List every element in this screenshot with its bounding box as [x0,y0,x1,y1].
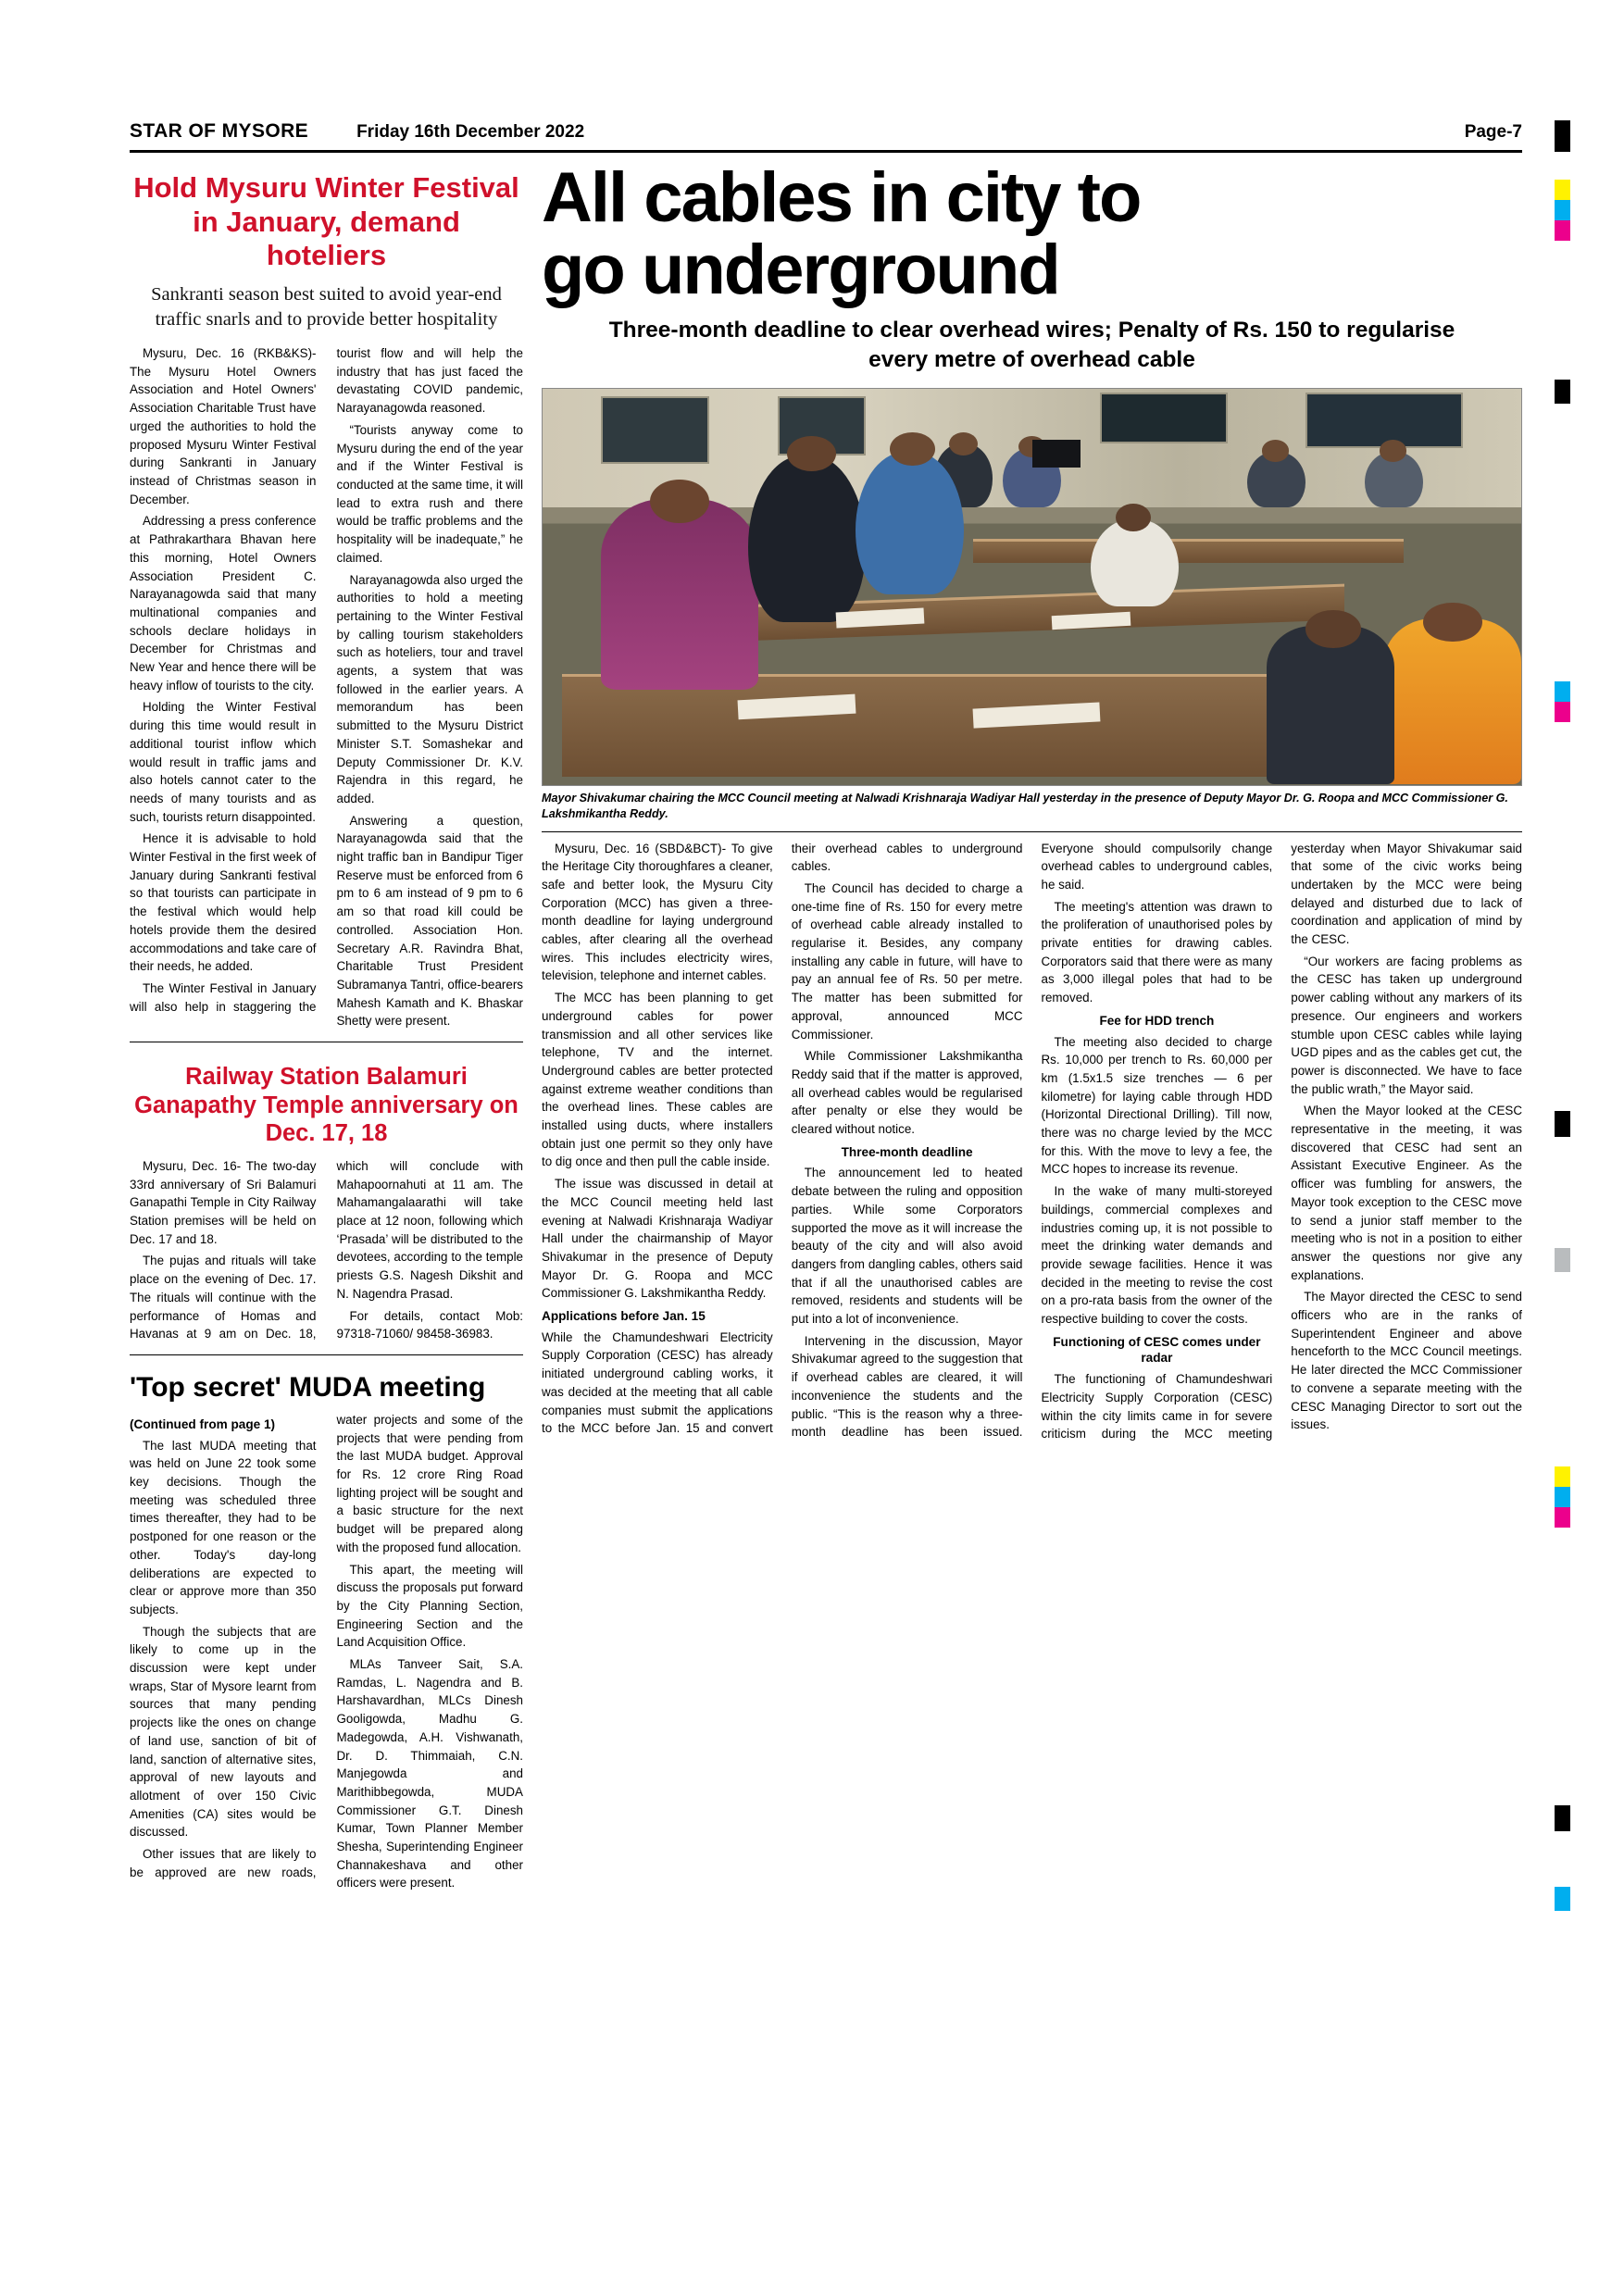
photo-person-head [1380,440,1407,462]
paragraph: “Our workers are facing problems as the CESC has taken up underground power cabling without any markers of its presence. Our engineers and workers stumble upon CESC cables while laying UGD pipes and as the cables get cut, the power is disconnected. We have to face the public wrath,” the Mayor said. [1291,954,1522,1096]
color-mark [1555,404,1570,681]
photo-person-head [1116,504,1151,531]
headline-ganapathy-temple: Railway Station Balamuri Ganapathy Temple anniversary on Dec. 17, 18 [134,1064,518,1147]
color-mark [1555,722,1570,1111]
lead-photo-block [542,388,1522,822]
photo-person-head [890,432,935,466]
color-mark [1555,1887,1570,1911]
paragraph: Addressing a press conference at Pathrakarthara Bhavan here this morning, Hotel Owners Association President C. Narayanagowda said that many multinational companies and schools declare holidays in December for Christmas and New Year and hence there will be heavy inflow of tourists to the city. [130,514,317,693]
paragraph: “Tourists anyway come to Mysuru during the end of the year and if the Winter Festival is conducted at the same time, it will lead to extra rush and there would be traffic problems and the hospitality will be inadequate,” he claimed. [336,422,523,565]
photo-person [1267,626,1393,784]
color-mark [1555,1111,1570,1137]
color-mark [1555,1272,1570,1466]
paragraph: The last MUDA meeting that was held on June 22 took some key decisions. Though the meeting was scheduled three times thereafter, they had to be postponed for one reason or the other. Today's day-long deliberations are expected to clear or approve more than 350 subjects. [130,1438,317,1616]
continued-from-label: (Continued from page 1) [130,1416,276,1431]
paragraph: The pujas and rituals will take place on the evening of Dec. 17. The rituals will continue with the performance of Homas and Havanas at 9 am on Dec. 18, which will conclude with Mahapoornahuti at 11 am. The Mahamangalaarathi will take place at 12 noon, following which ‘Prasada’ will be distributed to the devotees, according to the temple priests G.S. Nagesh Dikshit and N. Nagendra Prasad. [130,1158,523,1341]
paragraph: Though the subjects that are likely to come up in the discussion were kept under wraps, Star of Mysore learnt from sources that many pending projects like the ones on change of land use, sanction of bit of land, sanction of alternative sites, approval of new layouts and allotment of over 150 Civic Amenities (CA) sites would be discussed. [130,1624,317,1840]
subhead-hdd-fee: Fee for HDD trench [1099,1013,1215,1028]
body-ganapathy-temple [130,1157,523,1345]
paragraph: Mysuru, Dec. 16 (SBD&BCT)- To give the Heritage City thoroughfares a cleaner, safe and better look, the Mysuru City Corporation (MCC) has given a three-month deadline for laying underground cables, after clearing all the overhead wires. This includes electricity wires, television, telephone and internet cables. [542,841,773,983]
photo-window [1305,393,1462,448]
print-registration-colorbar [1555,120,1570,2185]
photo-chairperson [1091,519,1179,606]
paragraph: The announcement led to heated debate between the ruling and opposition parties. While some Corporators supported the move as it will increase the beauty of the city and will also avoid dangers from dangling cables, others said that if all the unauthorised cables are removed, residents and students will be put into a lot of inconvenience. [791,1166,1023,1327]
color-mark [1555,1911,1570,2022]
paragraph: While the Chamundeshwari Electricity Supply Corporation (CESC) has already initiated underground cabling works, it was decided at the meeting that all cable companies must submit the applications to the MCC before Jan. 15 and convert their overhead cables to underground cables. [542,841,1023,1436]
color-mark [1555,380,1570,404]
color-mark [1555,180,1570,200]
publication-date: Friday 16th December 2022 [356,122,585,142]
headline-lead-line1: All cables in city to [542,158,1141,237]
photo-person-head [1262,440,1290,462]
headline-winter-festival: Hold Mysuru Winter Festival in January, demand hoteliers [133,171,519,272]
lead-story [542,158,1522,1892]
paragraph: When the Mayor looked at the CESC representative in the meeting, it was discovered that CESC had sent an Assistant Executive Engineer. As the officer was fumbling for answers, the Mayor took exception to the CESC move to send a junior staff member to the meeting who is not in a position to either answer the questions nor give any explanations. [1291,1104,1522,1282]
paragraph: Answering a question, Narayanagowda said that the night traffic ban in Bandipur Tiger Reserve must be enforced from 6 pm to 6 am instead of 9 pm to 6 am so that road kill could be controlled. Association Hon. Secretary A.R. Ravindra Bhat, Charitable Trust President Subramanya Tantri, office-bearers Mahesh Kamath and K. Bhaskar Shetty were present. [336,813,523,1029]
color-mark [1555,681,1570,702]
photo-person-head [1423,603,1481,643]
paragraph: Holding the Winter Festival during this time would result in additional tourist inflow which would result in traffic jams and also hotels cannot cater to the needs of many tourists and as such, tourists return disappointed. [130,700,317,824]
photo-person [1384,618,1521,785]
paragraph: The Winter Festival in January will also help in staggering the tourist flow and will help the industry that has just faced the devastating COVID pandemic, Narayanagowda reasoned. [130,346,523,1014]
photo-person [601,499,757,689]
color-mark [1555,200,1570,220]
paragraph: The MCC has been planning to get underground cables for power transmission and all other services like telephone, TV and the internet. Underground cables are better protected against extreme weather conditions than the overhead lines. These cables are installed using ducts, where installers obtain just one permit so they only have to dig once and then pull the cable inside. [542,991,773,1169]
divider [542,831,1522,832]
color-mark [1555,1831,1570,1887]
left-column [130,166,523,1892]
color-mark [1555,1248,1570,1272]
color-mark [1555,702,1570,722]
divider [130,1354,523,1355]
page-number: Page-7 [1464,122,1522,142]
photo-person [748,455,866,622]
paragraph: The meeting also decided to charge Rs. 10,000 per trench to Rs. 60,000 per km (1.5x1.5 size trenches — 6 per kilometre) for laying cable through HDD (Horizontal Directional Drilling). Till now, there was no charge levied by the MCC for this. With the move to levy a fee, the MCC hopes to increase its revenue. [1041,1034,1273,1177]
council-meeting-photo [542,388,1522,786]
subhead-three-month-deadline: Three-month deadline [841,1144,973,1159]
paragraph: The functioning of Chamundeshwari Electricity Supply Corporation (CESC) within the city limits came in for severe criticism during the MCC meeting yesterday when Mayor Shivakumar said that some of the civic works being undertaken by the MCC were being delayed and disturbed due to lack of coordination and application of mind by the CESC. [1041,841,1522,1441]
paragraph: The Mayor directed the CESC to send officers who are in the ranks of Superintendent Engineer and above henceforth to the MCC Council meetings. He later directed the MCC Commissioner to convene a separate meeting with the CESC Managing Director to sort out the issues. [1291,1290,1522,1432]
masthead [130,120,1522,153]
color-mark [1555,220,1570,241]
paragraph: This apart, the meeting will discuss the proposals put forward by the City Planning Section, Engineering Section and the Land Acquisition Office. [336,1562,523,1650]
photo-person [856,452,963,594]
paragraph: The issue was discussed in detail at the MCC Council meeting held last evening at Nalwadi Krishnaraja Wadiyar Hall under the chairmanship of Mayor Shivakumar in the presence of Deputy Mayor Dr. G. Roopa and MCC Commissioner G. Lakshmikantha Reddy. [542,1177,773,1301]
paragraph: MLAs Tanveer Sait, S.A. Ramdas, L. Nagendra and B. Harshavardhan, MLCs Dinesh Gooligowda, Madhu G. Madegowda, A.H. Vishwanath, Dr. D. Thimmaiah, C.N. Manjegowda and Marithibbegowda, MUDA Commissioner G.T. Dinesh Kumar, Town Planner Member Shesha, Superintending Engineer Channakeshava and other officers were present. [336,1657,523,1890]
paragraph: For details, contact Mob: 97318-71060/ 98458-36983. [336,1308,523,1341]
photo-caption: Mayor Shivakumar chairing the MCC Council meeting at Nalwadi Krishnaraja Wadiyar Hall yesterday in the presence of Deputy Mayor Dr. G. Roopa and MCC Commissioner G. Lakshmikantha Reddy. [542,791,1508,820]
color-mark [1555,1805,1570,1831]
photo-person-head [1305,610,1360,648]
subhead-applications: Applications before Jan. 15 [542,1309,706,1324]
paragraph: Intervening in the discussion, Mayor Shivakumar agreed to the suggestion that if overhead cables are cleared, it will inconvenience the students and the public. “This is the reason why a three-month deadline has been issued. Everyone should compulsorily change overhead cables to underground cables, he said. [791,841,1273,1440]
color-mark [1555,241,1570,380]
paragraph: In the wake of many multi-storeyed buildings, commercial complexes and industries coming up, it is not possible to meet the drinking water demands and provide sewage facilities. Hence it was decided in the meeting to revise the cost on a pro-rata basis from the owner of the respective building to cover the costs. [1041,1184,1273,1327]
paragraph: Hence it is advisable to hold Winter Festival in the first week of January during Sankranti festival so that tourists can participate in the festival which would help hotels provide them the desired accommodations and take care of their needs, he added. [130,831,317,974]
body-winter-festival [130,344,523,1030]
photo-camera [1032,440,1081,468]
deck-lead-story: Three-month deadline to clear overhead wires; Penalty of Rs. 150 to regularise every metre of overhead cable [608,317,1455,372]
body-muda-meeting [130,1411,523,1892]
color-mark [1555,1487,1570,1507]
color-mark [1555,1528,1570,1805]
body-lead-story [542,840,1522,1443]
paragraph: Other issues that are likely to be approved are new roads, water projects and some of the projects that were pending from the last MUDA budget. Approval for Rs. 12 crore Ring Road lighting project will be sought and a basic structure for the next budget will be prepared along with the proposed fund allocation. [130,1412,523,1879]
upper-page-area [130,158,1522,1892]
color-mark [1555,120,1570,152]
paragraph: While Commissioner Lakshmikantha Reddy said that if the matter is approved, all overhead cables would be regularised after penalty or else they would be cleared without notice. [791,1049,1023,1137]
photo-window [601,396,708,464]
photo-table [973,539,1404,563]
color-mark [1555,1466,1570,1487]
color-mark [1555,1507,1570,1528]
subhead-cesc: Functioning of CESC comes under radar [1053,1334,1261,1366]
paragraph: The meeting's attention was drawn to the proliferation of unauthorised poles by private entities for drawing cables. Corporators said that there were as many as 3,000 illegal poles that had to be removed. [1041,899,1273,1005]
color-mark [1555,1137,1570,1248]
photo-person-head [650,480,708,523]
photo-window [1100,393,1227,444]
headline-muda-meeting: 'Top secret' MUDA meeting [130,1371,486,1403]
publication-name: STAR OF MYSORE [130,120,309,142]
deck-winter-festival: Sankranti season best suited to avoid year-end traffic snarls and to provide better hospitality [151,283,502,331]
paragraph: The Council has decided to charge a one-time fine of Rs. 150 for every metre of overhead cable already installed to regularise it. Besides, any company installing any cable in future, will have to pay an annual fee of Rs. 50 per metre. The matter has been submitted for approval, announced MCC Commissioner. [791,880,1023,1042]
headline-lead-line2: go underground [542,230,1059,309]
paragraph: Narayanagowda also urged the authorities to hold a meeting pertaining to the Winter Festival by calling tourism stakeholders such as hoteliers, tour and travel agents, a system that was followed in the earlier years. A memorandum has been submitted to the Mysuru District Minister S.T. Somashekar and Deputy Commissioner Dr. K.V. Rajendra in this regard, he added. [336,572,523,805]
color-mark [1555,152,1570,180]
paragraph: Mysuru, Dec. 16 (RKB&KS)- The Mysuru Hotel Owners Association and Hotel Owners' Association Charitable Trust have urged the authorities to hold the proposed Mysuru Winter Festival during Sankranti in January instead of Christmas season in December. [130,346,317,506]
paragraph: Mysuru, Dec. 16- The two-day 33rd anniversary of Sri Balamuri Ganapathi Temple in City Railway Station premises will be held on Dec. 17 and 18. [130,1158,317,1246]
